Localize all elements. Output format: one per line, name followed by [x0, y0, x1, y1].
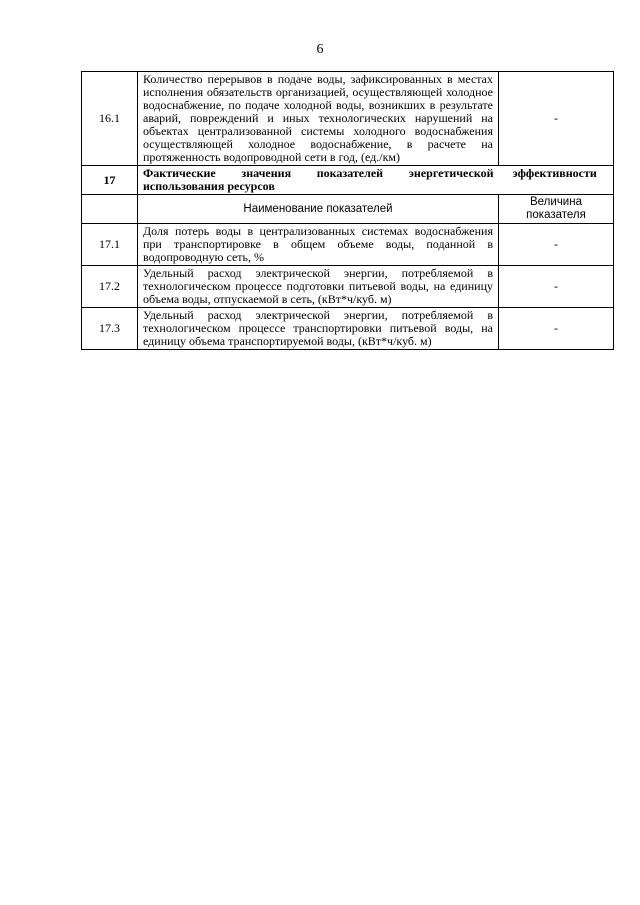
section-title-continuation: эффективности [499, 166, 614, 195]
indicators-table [81, 71, 614, 350]
indicator-value: - [499, 72, 614, 166]
column-header-row [82, 195, 614, 224]
indicator-description: Количество перерывов в подаче воды, зафиксированных в местах исполнения обязательств организацией, осуществляющей холодное водоснабжение, по подаче холодной воды, возникших в результате аварий, повреждений и иных технологических нарушений на объектах централизованной системы холодного водоснабжения осуществляющей холодное водоснабжение, в расчете на протяженность водопроводной сети в год, (ед./км) [138, 72, 499, 166]
header-empty-cell [82, 195, 138, 224]
table-row [82, 308, 614, 350]
page-number: 6 [316, 42, 324, 57]
table-row [82, 72, 614, 166]
table-row [82, 266, 614, 308]
row-number: 17.1 [82, 224, 138, 266]
indicator-value: - [499, 224, 614, 266]
indicator-value: - [499, 266, 614, 308]
section-heading-row [82, 166, 614, 195]
indicator-description: Удельный расход электрической энергии, потребляемой в технологическом процессе транспортировки питьевой воды, на единицу объема транспортируемой воды, (кВт*ч/куб. м) [138, 308, 499, 350]
header-name-column: Наименование показателей [138, 195, 499, 224]
indicator-description: Удельный расход электрической энергии, потребляемой в технологическом процессе подготовки питьевой воды, на единицу объема воды, отпускаемой в сеть, (кВт*ч/куб. м) [138, 266, 499, 308]
indicator-value: - [499, 308, 614, 350]
section-number: 17 [82, 166, 138, 195]
row-number: 16.1 [82, 72, 138, 166]
indicator-description: Доля потерь воды в централизованных системах водоснабжения при транспортировке в общем объеме воды, поданной в водопроводную сеть, % [138, 224, 499, 266]
row-number: 17.3 [82, 308, 138, 350]
header-value-column: Величина показателя [499, 195, 614, 224]
table-row [82, 224, 614, 266]
section-title: Фактические значения показателей энергетической использования ресурсов [138, 166, 499, 195]
row-number: 17.2 [82, 266, 138, 308]
